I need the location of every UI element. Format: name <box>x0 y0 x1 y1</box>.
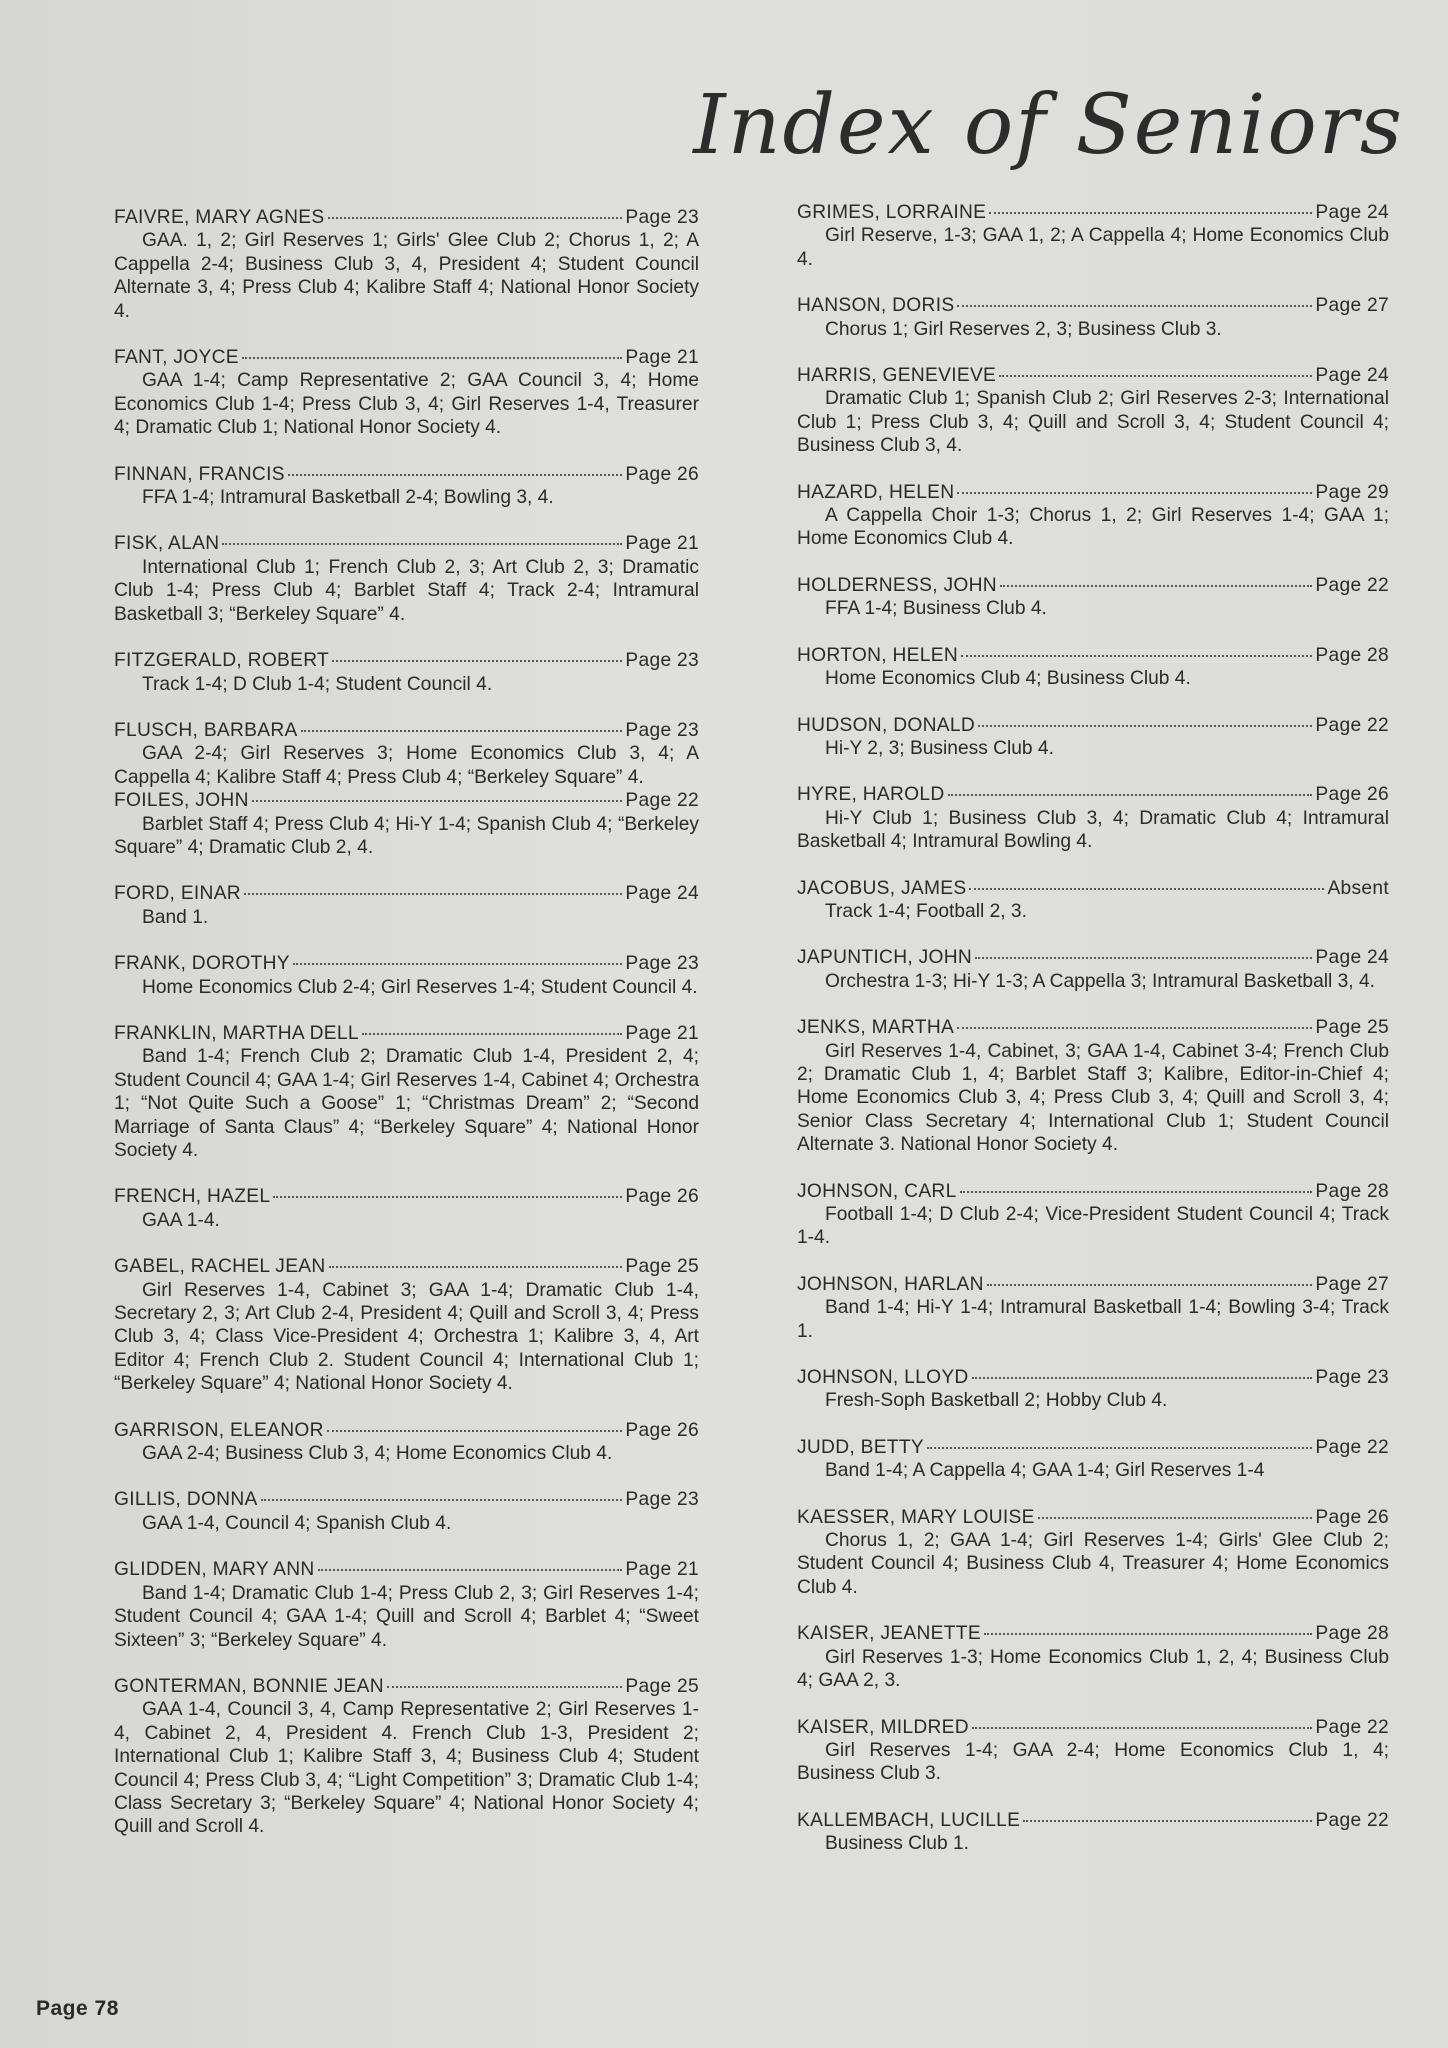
page-ref: Page 22 <box>1315 1436 1389 1458</box>
senior-entry <box>797 364 1389 458</box>
page-ref: Page 23 <box>625 207 699 228</box>
senior-entry <box>797 1436 1389 1483</box>
right-column <box>797 201 1389 1879</box>
senior-name: JENKS, MARTHA <box>797 1017 955 1039</box>
senior-name: KAESSER, MARY LOUISE <box>797 1506 1035 1528</box>
senior-activities: A Cappella Choir 1-3; Chorus 1, 2; Girl Reserves 1-4; GAA 1; Home Economics Club 4. <box>797 505 1389 550</box>
senior-entry <box>797 1809 1389 1856</box>
senior-name: GRIMES, LORRAINE <box>797 202 987 223</box>
senior-entry <box>114 719 699 789</box>
senior-entry <box>797 201 1389 271</box>
senior-name: HAZARD, HELEN <box>797 481 955 503</box>
senior-entry <box>114 1022 699 1162</box>
senior-activities: GAA 1-4, Council 3, 4, Camp Representative 2; Girl Reserves 1-4, Cabinet 2, 4, President 4. French Club 1-3, President 2; International Club 1; Kalibre Staff 3, 4; Business Club 4; Student Council 4; Press Club 3, 4; “Light Competition” 3; Dramatic Club 1-4; Class Secretary 3; “Berkeley Square” 4; National Honor Society 4; Quill and Scroll 4. <box>114 1699 699 1838</box>
senior-activities: Girl Reserves 1-3; Home Economics Club 1, 2, 4; Business Club 4; GAA 2, 3. <box>797 1646 1389 1692</box>
senior-entry <box>797 1273 1389 1343</box>
senior-name: FISK, ALAN <box>114 533 220 555</box>
senior-activities: GAA 1-4; Camp Representative 2; GAA Council 3, 4; Home Economics Club 1-4; Press Club 3, 4; Girl Reserves 1-4, Treasurer 4; Dramatic Club 1; National Honor Society 4. <box>114 370 699 439</box>
page-ref: Page 26 <box>625 1186 699 1208</box>
page-ref: Page 27 <box>1315 295 1389 317</box>
senior-entry <box>114 206 699 323</box>
senior-activities: Home Economics Club 4; Business Club 4. <box>825 668 1191 690</box>
senior-activities: Dramatic Club 1; Spanish Club 2; Girl Reserves 2-3; International Club 1; Press Club 3, 4; Quill and Scroll 3, 4; Student Council 4; Business Club 3, 4. <box>797 388 1389 457</box>
senior-entry <box>114 1675 699 1839</box>
senior-activities: Girl Reserves 1-4, Cabinet 3; GAA 1-4; Dramatic Club 1-4, Secretary 2, 3; Art Club 2-4, President 4; Quill and Scroll 3, 4; Press Club 3, 4; Class Vice-President 4; Orchestra 1; Kalibre 3, 4, Art Editor 4; French Club 2. Student Council 4; International Club 1; “Berkeley Square” 4; National Honor Society 4. <box>114 1279 699 1395</box>
senior-name: KAISER, MILDRED <box>797 1716 969 1738</box>
senior-entry <box>797 574 1389 621</box>
senior-entry <box>797 294 1389 341</box>
senior-name: KALLEMBACH, LUCILLE <box>797 1809 1021 1831</box>
page-ref: Page 23 <box>625 1489 699 1511</box>
senior-activities: Orchestra 1-3; Hi-Y 1-3; A Cappella 3; Intramural Basketball 3, 4. <box>825 970 1375 992</box>
senior-activities: Home Economics Club 2-4; Girl Reserves 1-4; Student Council 4. <box>142 976 698 998</box>
senior-name: FORD, EINAR <box>114 883 241 905</box>
page-ref: Page 24 <box>1315 202 1389 223</box>
page-ref: Page 21 <box>625 347 699 369</box>
senior-entry <box>114 1488 699 1535</box>
senior-activities: GAA 1-4. <box>142 1209 220 1231</box>
senior-name: FANT, JOYCE <box>114 347 239 369</box>
senior-name: FRANK, DOROTHY <box>114 953 290 975</box>
senior-name: GABEL, RACHEL JEAN <box>114 1256 326 1278</box>
senior-name: FOILES, JOHN <box>114 790 249 812</box>
senior-name: HORTON, HELEN <box>797 644 958 666</box>
page-ref: Page 24 <box>1315 947 1389 969</box>
left-column <box>114 206 699 1862</box>
senior-entry <box>797 1716 1389 1786</box>
senior-name: GONTERMAN, BONNIE JEAN <box>114 1675 384 1697</box>
senior-activities: Band 1-4; Dramatic Club 1-4; Press Club 2, 3; Girl Reserves 1-4; Student Council 4; GAA 1-4; Quill and Scroll 4; Barblet 4; “Sweet Sixteen” 3; “Berkeley Square” 4. <box>114 1582 699 1651</box>
senior-entry <box>114 1185 699 1232</box>
senior-activities: Band 1-4; French Club 2; Dramatic Club 1-4, President 2, 4; Student Council 4; GAA 1-4; Girl Reserves 1-4, Cabinet 4; Orchestra 1; “Not Quite Such a Goose” 1; “Christmas Dream” 2; “Second Marriage of Santa Claus” 4; “Berkeley Square” 4; National Honor Society 4. <box>114 1046 699 1161</box>
senior-activities: Chorus 1; Girl Reserves 2, 3; Business Club 3. <box>825 318 1222 340</box>
senior-entry <box>114 346 699 440</box>
page-ref: Page 23 <box>625 719 699 741</box>
page-ref: Page 27 <box>1315 1273 1389 1295</box>
senior-entry <box>797 714 1389 761</box>
senior-activities: FFA 1-4; Business Club 4. <box>825 598 1047 620</box>
senior-activities: Girl Reserves 1-4, Cabinet, 3; GAA 1-4, Cabinet 3-4; French Club 2; Dramatic Club 1, 4; Barblet Staff 3; Kalibre, Editor-in-Chief 4; Home Economics Club 3, 4; Press Club 3, 4; Quill and Scroll 3, 4; Senior Class Secretary 4; International Club 1; Student Council Alternate 3. National Honor Society 4. <box>797 1040 1389 1156</box>
page-ref: Page 22 <box>1315 714 1389 736</box>
senior-activities: Track 1-4; D Club 1-4; Student Council 4. <box>142 673 493 695</box>
page-ref: Page 26 <box>1315 1506 1389 1528</box>
senior-name: KAISER, JEANETTE <box>797 1623 981 1645</box>
senior-name: FINNAN, FRANCIS <box>114 463 285 485</box>
senior-name: HARRIS, GENEVIEVE <box>797 365 997 387</box>
page-ref: Page 25 <box>625 1675 699 1697</box>
senior-activities: Hi-Y 2, 3; Business Club 4. <box>825 737 1054 759</box>
page-ref: Page 28 <box>1315 644 1389 666</box>
senior-activities: Track 1-4; Football 2, 3. <box>825 900 1027 922</box>
senior-activities: Chorus 1, 2; GAA 1-4; Girl Reserves 1-4; Girls' Glee Club 2; Student Council 4; Business Club 4, Treasurer 4; Home Economics Club 4. <box>797 1530 1389 1598</box>
senior-activities: Barblet Staff 4; Press Club 4; Hi-Y 1-4; Spanish Club 4; “Berkeley Square” 4; Dramatic Club 2, 4. <box>114 813 699 858</box>
page-ref: Page 26 <box>625 463 699 485</box>
page-ref: Page 29 <box>1315 481 1389 503</box>
page-ref: Page 21 <box>625 1559 699 1581</box>
senior-entry <box>114 952 699 999</box>
senior-entry <box>114 532 699 626</box>
senior-activities: GAA. 1, 2; Girl Reserves 1; Girls' Glee Club 2; Chorus 1, 2; A Cappella 2-4; Business Club 3, 4, President 4; Student Council Alternate 3, 4; Press Club 4; Kalibre Staff 4; National Honor Society 4. <box>114 230 699 322</box>
senior-entry <box>797 481 1389 551</box>
senior-entry <box>114 649 699 696</box>
senior-name: JAPUNTICH, JOHN <box>797 947 973 969</box>
senior-name: JOHNSON, HARLAN <box>797 1273 984 1295</box>
page-ref: Page 23 <box>625 953 699 975</box>
page-number: Page 78 <box>36 1997 119 2020</box>
senior-activities: GAA 2-4; Business Club 3, 4; Home Economics Club 4. <box>142 1443 613 1465</box>
senior-name: FITZGERALD, ROBERT <box>114 650 330 672</box>
senior-activities: Fresh-Soph Basketball 2; Hobby Club 4. <box>825 1390 1168 1412</box>
page-title: Index of Seniors <box>693 78 1404 173</box>
page-ref: Page 22 <box>1315 1716 1389 1738</box>
page-ref: Page 21 <box>625 533 699 555</box>
senior-activities: GAA 2-4; Girl Reserves 3; Home Economics Club 3, 4; A Cappella 4; Kalibre Staff 4; Press Club 4; “Berkeley Square” 4. <box>114 743 699 788</box>
senior-name: JOHNSON, LLOYD <box>797 1367 969 1389</box>
page-ref: Page 25 <box>625 1256 699 1278</box>
senior-entry <box>114 789 699 859</box>
page-ref: Page 28 <box>1315 1623 1389 1645</box>
senior-entry <box>114 1419 699 1466</box>
senior-name: FRENCH, HAZEL <box>114 1186 271 1208</box>
page-ref: Page 22 <box>625 790 699 812</box>
senior-name: JOHNSON, CARL <box>797 1180 957 1202</box>
page-ref: Page 28 <box>1315 1180 1389 1202</box>
senior-name: HANSON, DORIS <box>797 295 955 317</box>
senior-entry <box>114 463 699 510</box>
senior-activities: International Club 1; French Club 2, 3; Art Club 2, 3; Dramatic Club 1-4; Press Club 4; Barblet Staff 4; Track 2-4; Intramural Basketball 3; “Berkeley Square” 4. <box>114 556 699 625</box>
senior-activities: Girl Reserves 1-4; GAA 2-4; Home Economics Club 1, 4; Business Club 3. <box>797 1739 1389 1785</box>
page-ref: Page 24 <box>1315 365 1389 387</box>
senior-entry <box>797 1506 1389 1600</box>
senior-entry <box>114 1558 699 1652</box>
page-ref: Absent <box>1327 877 1389 899</box>
senior-activities: Football 1-4; D Club 2-4; Vice-President Student Council 4; Track 1-4. <box>797 1204 1389 1249</box>
senior-name: GILLIS, DONNA <box>114 1489 258 1511</box>
senior-entry <box>797 1016 1389 1156</box>
senior-activities: Business Club 1. <box>825 1833 969 1855</box>
page-ref: Page 22 <box>1315 574 1389 596</box>
page-ref: Page 25 <box>1315 1017 1389 1039</box>
senior-entry <box>797 877 1389 924</box>
page-ref: Page 23 <box>625 650 699 672</box>
senior-activities: FFA 1-4; Intramural Basketball 2-4; Bowling 3, 4. <box>142 487 554 509</box>
senior-name: FAIVRE, MARY AGNES <box>114 207 325 228</box>
senior-name: GLIDDEN, MARY ANN <box>114 1559 315 1581</box>
senior-entry <box>797 946 1389 993</box>
senior-entry <box>797 1366 1389 1413</box>
senior-activities: Hi-Y Club 1; Business Club 3, 4; Dramatic Club 4; Intramural Basketball 4; Intramural Bowling 4. <box>797 807 1389 853</box>
senior-name: GARRISON, ELEANOR <box>114 1419 324 1441</box>
page-ref: Page 26 <box>625 1419 699 1441</box>
senior-activities: Girl Reserve, 1-3; GAA 1, 2; A Cappella 4; Home Economics Club 4. <box>797 225 1389 270</box>
senior-entry <box>797 783 1389 853</box>
page-ref: Page 23 <box>1315 1367 1389 1389</box>
senior-activities: Band 1-4; A Cappella 4; GAA 1-4; Girl Reserves 1-4 <box>825 1460 1265 1482</box>
senior-name: FRANKLIN, MARTHA DELL <box>114 1022 359 1044</box>
senior-name: HOLDERNESS, JOHN <box>797 574 997 596</box>
senior-entry <box>797 644 1389 691</box>
senior-name: JACOBUS, JAMES <box>797 877 967 899</box>
senior-name: FLUSCH, BARBARA <box>114 719 298 741</box>
senior-entry <box>797 1622 1389 1692</box>
senior-name: HYRE, HAROLD <box>797 784 945 806</box>
senior-entry <box>114 1255 699 1395</box>
senior-activities: Band 1. <box>142 906 209 928</box>
senior-activities: GAA 1-4, Council 4; Spanish Club 4. <box>142 1512 452 1534</box>
page-ref: Page 24 <box>625 883 699 905</box>
senior-entry <box>114 882 699 929</box>
senior-name: JUDD, BETTY <box>797 1436 924 1458</box>
page-ref: Page 22 <box>1315 1809 1389 1831</box>
senior-activities: Band 1-4; Hi-Y 1-4; Intramural Basketball 1-4; Bowling 3-4; Track 1. <box>797 1297 1389 1342</box>
page-ref: Page 21 <box>625 1022 699 1044</box>
senior-entry <box>797 1180 1389 1250</box>
page-ref: Page 26 <box>1315 784 1389 806</box>
senior-name: HUDSON, DONALD <box>797 714 975 736</box>
